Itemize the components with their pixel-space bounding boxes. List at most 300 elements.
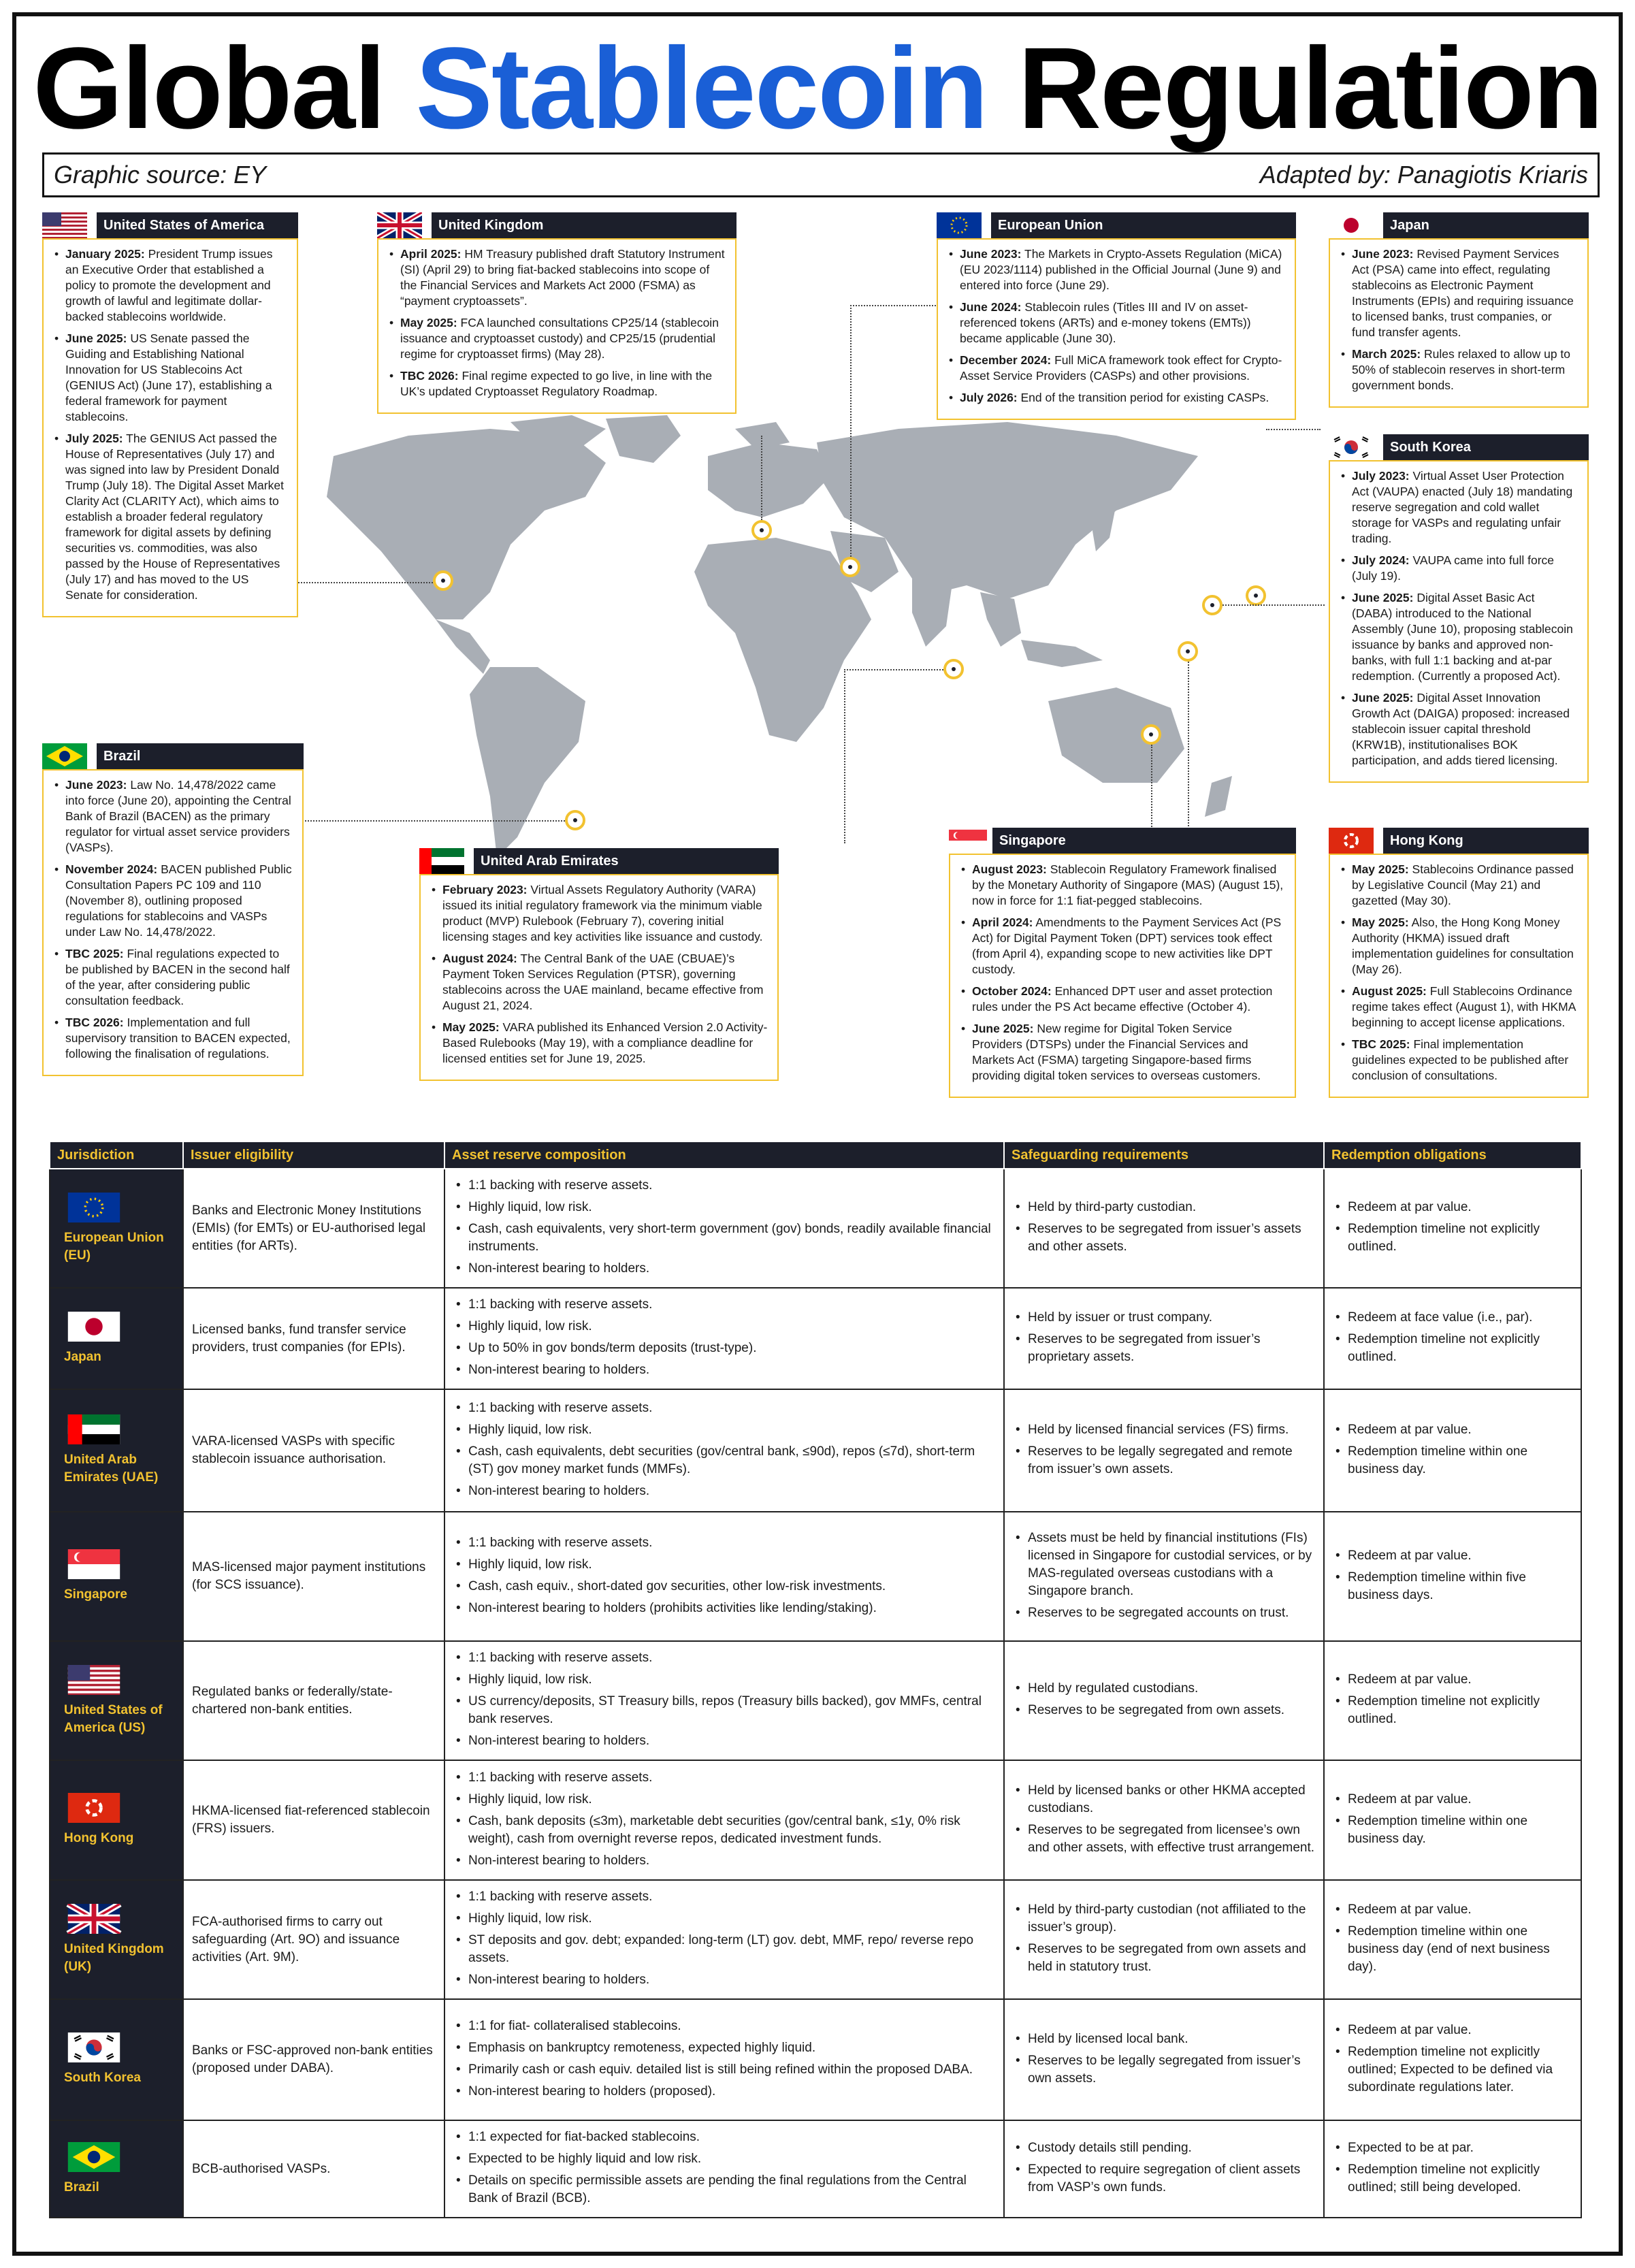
table-body <box>50 1169 1581 2218</box>
box-uk-header <box>432 212 736 238</box>
br-flag-icon <box>64 2142 124 2172</box>
timeline-text: Law No. 14,478/2022 came into force (June 20), appointing the Central Bank of Brazil (BACEN) as the primary regulator for virtual asset service providers (VASPs). <box>65 778 291 854</box>
bullet-item: • Non-interest bearing to holders. <box>453 1852 995 1870</box>
table-row <box>50 1641 1581 1760</box>
regulation-table <box>49 1141 1582 2218</box>
box-jp-body <box>1329 238 1589 408</box>
redemption-cell <box>1324 1512 1581 1641</box>
box-hk-body <box>1329 854 1589 1098</box>
brazil-flag-icon <box>42 743 87 769</box>
bullet-item: • Details on specific permissible assets are pending the final regulations from the Central Bank of Brazil (BCB). <box>453 2172 995 2207</box>
redemption-cell <box>1324 2120 1581 2218</box>
issuer-eligibility-cell: HKMA-licensed fiat-referenced stablecoin (FRS) issuers. <box>183 1760 444 1880</box>
leader-eu-h <box>850 305 936 306</box>
ae-timeline-item <box>430 951 768 1014</box>
col-redemption: Redemption obligations <box>1324 1141 1581 1169</box>
source-bar <box>42 152 1600 197</box>
timeline-text: BACEN published Public Consultation Papers PC 109 and 110 (November 8), outlining proposed regulations for stablecoins and VASPs under Law No. 14,478/2022. <box>65 862 292 939</box>
kr-flag-icon <box>64 2032 124 2062</box>
timeline-text: Virtual Assets Regulatory Authority (VARA) issued its initial regulatory framework via the minimum viable product (MVP) Rulebook (February 7), covering initial licensing stages and key activities like issuance and custody. <box>442 883 763 943</box>
timeline-text: HM Treasury published draft Statutory Instrument (SI) (April 29) to bring fiat-backed stablecoins into scope of the Financial Services and Markets Act 2000 (FSMA) as “payment cryptoassets”. <box>400 247 725 308</box>
br-timeline-item <box>53 862 293 940</box>
jurisdiction-name: Brazil <box>64 2180 99 2194</box>
timeline-text: President Trump issues an Executive Order that established a policy to promote the development and growth of lawful and legitimate dollar-backed stablecoins worldwide. <box>65 247 273 323</box>
br-timeline-item <box>53 1015 293 1062</box>
jurisdiction-name: South Korea <box>64 2071 141 2085</box>
safeguarding-cell <box>1004 1999 1324 2120</box>
bullet-item: • Redemption timeline within one business day. <box>1333 1443 1572 1478</box>
asset-reserve-cell <box>444 1389 1004 1512</box>
jp-timeline-item <box>1340 346 1578 393</box>
bullet-item: • Cash, cash equiv., short-dated gov securities, other low-risk investments. <box>453 1578 995 1595</box>
box-sg <box>949 828 1296 1098</box>
timeline-text: Amendments to the Payment Services Act (PS Act) for Digital Payment Token (DPT) services took effect (from April 4), expanding scope to new activities like DPT custody. <box>972 916 1282 976</box>
bullet-item: • Redemption timeline within one business day (end of next business day). <box>1333 1923 1572 1976</box>
timeline-text: New regime for Digital Token Service Providers (DTSPs) under the Financial Services and Markets Act (FSMA) targeting Singapore-based firms providing digital token services to overseas customers. <box>972 1022 1261 1082</box>
issuer-eligibility-cell: Licensed banks, fund transfer service providers, trust companies (for EPIs). <box>183 1288 444 1389</box>
timeline-date: TBC 2025: <box>65 947 124 960</box>
timeline-date: August 2024: <box>442 952 517 965</box>
redemption-cell <box>1324 1760 1581 1880</box>
leader-hk <box>1188 662 1189 832</box>
bullet-item: • Cash, bank deposits (≤3m), marketable debt securities (gov/central bank, ≤1y, 0% risk weight), cash from overnight reverse repos, dedicated investment funds. <box>453 1813 995 1848</box>
table-row <box>50 1760 1581 1880</box>
pin-jp[interactable] <box>1246 585 1266 606</box>
bullet-item: • ST deposits and gov. debt; expanded: long-term (LT) gov. debt, MMF, repo/ reverse repo assets. <box>453 1932 995 1967</box>
timeline-date: June 2025: <box>972 1022 1034 1035</box>
bullet-item: • Expected to be highly liquid and low risk. <box>453 2150 995 2168</box>
adapted-by: Adapted by: Panagiotis Kriaris <box>1259 161 1588 189</box>
bullet-item: • US currency/deposits, ST Treasury bills, repos (Treasury bills backed), gov MMFs, central bank reserves. <box>453 1693 995 1728</box>
bullet-item: • 1:1 backing with reserve assets. <box>453 1177 995 1195</box>
timeline-text: FCA launched consultations CP25/14 (stablecoin issuance and cryptoasset custody) and CP25/15 (prudential regime for cryptoasset firms) (May 28). <box>400 316 719 361</box>
br-timeline-item <box>53 946 293 1009</box>
eu-flag-icon <box>937 212 982 238</box>
uk-flag-icon <box>64 1904 124 1934</box>
col-jurisdiction: Jurisdiction <box>50 1141 183 1169</box>
bullet-item: • Highly liquid, low risk. <box>453 1791 995 1809</box>
redemption-cell <box>1324 1288 1581 1389</box>
us-flag-icon <box>64 1665 124 1695</box>
box-sg-title: Singapore <box>999 833 1066 848</box>
singapore-flag-icon <box>949 828 987 854</box>
asset-reserve-cell <box>444 1512 1004 1641</box>
uk-flag-icon <box>377 212 422 238</box>
box-ae <box>419 848 779 1081</box>
bullet-item: • Non-interest bearing to holders. <box>453 1732 995 1750</box>
jp-timeline-item <box>1340 246 1578 340</box>
asset-reserve-cell <box>444 1760 1004 1880</box>
bullet-item: • Non-interest bearing to holders. <box>453 1361 995 1379</box>
table-row <box>50 1169 1581 1288</box>
jp-flag-icon <box>64 1312 124 1342</box>
bullet-item: • 1:1 for fiat- collateralised stablecoins. <box>453 2018 995 2035</box>
bullet-item: • 1:1 backing with reserve assets. <box>453 1534 995 1552</box>
timeline-date: July 2024: <box>1352 553 1410 567</box>
timeline-text: Enhanced DPT user and asset protection rules under the PS Act became effective (October 4). <box>972 984 1273 1014</box>
box-br-title: Brazil <box>103 749 141 764</box>
jurisdiction-cell <box>50 1880 183 1999</box>
bullet-item: • Highly liquid, low risk. <box>453 1421 995 1439</box>
hk-timeline-item <box>1340 862 1578 909</box>
pin-br[interactable] <box>565 810 585 830</box>
bullet-item: • Held by regulated custodians. <box>1013 1680 1315 1698</box>
jurisdiction-cell <box>50 1389 183 1512</box>
leader-ae-h <box>844 669 943 670</box>
timeline-text: Full Stablecoins Ordinance regime takes effect (August 1), with HKMA beginning to accept license applications. <box>1352 984 1576 1029</box>
jurisdiction-cell <box>50 1999 183 2120</box>
eu-timeline-item <box>948 299 1285 346</box>
issuer-eligibility-cell: Regulated banks or federally/state-chartered non-bank entities. <box>183 1641 444 1760</box>
bullet-item: • Non-interest bearing to holders. <box>453 1971 995 1989</box>
title-word-1: Global <box>33 24 385 153</box>
leader-kr <box>1223 604 1325 606</box>
bullet-item: • Cash, cash equivalents, very short-term government (gov) bonds, readily available financial instruments. <box>453 1220 995 1256</box>
bullet-item: • Non-interest bearing to holders (prohibits activities like lending/staking). <box>453 1600 995 1617</box>
hk-timeline-item <box>1340 984 1578 1031</box>
box-kr-body <box>1329 460 1589 783</box>
redemption-cell <box>1324 1999 1581 2120</box>
kr-timeline-item <box>1340 553 1578 584</box>
bullet-item: • Held by third-party custodian (not affiliated to the issuer’s group). <box>1013 1901 1315 1937</box>
br-timeline-item <box>53 777 293 856</box>
kr-timeline-item <box>1340 468 1578 547</box>
timeline-date: August 2023: <box>972 862 1047 876</box>
table-row <box>50 1880 1581 1999</box>
eu-flag-icon <box>64 1193 124 1222</box>
box-eu-header <box>991 212 1296 238</box>
timeline-date: June 2025: <box>1352 691 1414 704</box>
japan-flag-icon <box>1329 212 1374 238</box>
jurisdiction-cell <box>50 1288 183 1389</box>
table-row <box>50 1999 1581 2120</box>
timeline-date: April 2024: <box>972 916 1033 929</box>
box-uk-body <box>377 238 736 414</box>
bullet-item: • Reserves to be segregated from own assets and held in statutory trust. <box>1013 1941 1315 1976</box>
ae-flag-icon <box>64 1414 124 1444</box>
bullet-item: • Highly liquid, low risk. <box>453 1910 995 1928</box>
timeline-text: Also, the Hong Kong Money Authority (HKMA) issued draft implementation guidelines for consultation (May 26). <box>1352 916 1574 976</box>
uk-timeline-item <box>388 368 726 400</box>
bullet-item: • 1:1 backing with reserve assets. <box>453 1399 995 1417</box>
timeline-date: May 2025: <box>1352 916 1409 929</box>
bullet-item: • Reserves to be segregated from issuer’s proprietary assets. <box>1013 1331 1315 1366</box>
bullet-item: • Redemption timeline not explicitly outlined. <box>1333 1693 1572 1728</box>
pin-ae[interactable] <box>943 659 964 679</box>
pin-us[interactable] <box>433 570 453 591</box>
bullet-item: • Redemption timeline not explicitly outlined. <box>1333 1331 1572 1366</box>
kr-timeline-item <box>1340 590 1578 684</box>
box-kr-header <box>1383 434 1589 460</box>
bullet-item: • Up to 50% in gov bonds/term deposits (trust-type). <box>453 1340 995 1357</box>
safeguarding-cell <box>1004 1288 1324 1389</box>
box-hk-title: Hong Kong <box>1390 833 1463 848</box>
bullet-item: • 1:1 expected for fiat-backed stablecoins. <box>453 2128 995 2146</box>
jurisdiction-name: Hong Kong <box>64 1831 134 1845</box>
bullet-item: • Held by issuer or trust company. <box>1013 1309 1315 1327</box>
ae-timeline-item <box>430 1020 768 1067</box>
jurisdiction-cell <box>50 1169 183 1288</box>
jurisdiction-name: United Kingdom (UK) <box>64 1941 164 1974</box>
bullet-item: • Redemption timeline not explicitly outlined; still being developed. <box>1333 2161 1572 2197</box>
timeline-text: Stablecoin rules (Titles III and IV on asset-referenced tokens (ARTs) and e-money tokens (EMTs)) became applicable (June 30). <box>960 300 1251 345</box>
sg-timeline-item <box>960 862 1285 909</box>
timeline-date: October 2024: <box>972 984 1052 998</box>
jurisdiction-cell <box>50 1760 183 1880</box>
bullet-item: • Redeem at par value. <box>1333 1671 1572 1689</box>
col-safeguard: Safeguarding requirements <box>1004 1141 1324 1169</box>
timeline-text: Full MiCA framework took effect for Crypto-Asset Service Providers (CASPs) and other provisions. <box>960 353 1282 383</box>
pin-eu[interactable] <box>840 557 860 577</box>
us-timeline-item <box>53 431 287 603</box>
box-eu-title: European Union <box>998 218 1103 233</box>
timeline-date: June 2025: <box>65 331 127 345</box>
box-uk-title: United Kingdom <box>438 218 544 233</box>
box-br-body <box>42 769 304 1076</box>
bullet-item: • Redemption timeline within one business day. <box>1333 1813 1572 1848</box>
timeline-text: Rules relaxed to allow up to 50% of stablecoin reserves in short-term government bonds. <box>1352 347 1571 392</box>
timeline-text: Revised Payment Services Act (PSA) came into effect, regulating stablecoins as Electronic Payment Instruments (EPIs) and requiring issuance to licensed banks, trust companies, or fund transfer agents. <box>1352 247 1574 339</box>
table-row <box>50 1288 1581 1389</box>
timeline-date: March 2025: <box>1352 347 1421 361</box>
eu-timeline-item <box>948 390 1285 406</box>
jurisdiction-name: United States of America (US) <box>64 1702 163 1735</box>
timeline-text: VARA published its Enhanced Version 2.0 Activity-Based Rulebooks (May 19), with a compliance deadline for licensed entities set for June 19, 2025. <box>442 1020 768 1065</box>
timeline-text: Final implementation guidelines expected to be published after conclusion of consultations. <box>1352 1037 1569 1082</box>
box-ae-body <box>419 874 779 1081</box>
box-jp-header <box>1383 212 1589 238</box>
pin-sg[interactable] <box>1141 724 1161 745</box>
jurisdiction-cell <box>50 1641 183 1760</box>
sg-timeline-item <box>960 984 1285 1015</box>
timeline-date: May 2025: <box>442 1020 500 1034</box>
box-us-title: United States of America <box>103 218 264 233</box>
timeline-text: The Central Bank of the UAE (CBUAE)’s Payment Token Services Regulation (PTSR), governing stablecoins across the UAE mainland, became effective from August 21, 2024. <box>442 952 764 1012</box>
bullet-item: • Expected to require segregation of client assets from VASP’s own funds. <box>1013 2161 1315 2197</box>
bullet-item: • Highly liquid, low risk. <box>453 1556 995 1574</box>
bullet-item: • Expected to be at par. <box>1333 2139 1572 2157</box>
box-kr <box>1329 434 1589 783</box>
timeline-text: Final regulations expected to be published by BACEN in the second half of the year, after considering public consultation feedback. <box>65 947 290 1007</box>
timeline-text: Digital Asset Innovation Growth Act (DAIGA) proposed: increased stablecoin issuer capital threshold (KRW1B), institutionalises BOK participation, and adds tiered licensing. <box>1352 691 1570 767</box>
korea-flag-icon <box>1329 434 1374 460</box>
timeline-text: VAUPA came into full force (July 19). <box>1352 553 1554 583</box>
eu-timeline-item <box>948 353 1285 384</box>
redemption-cell <box>1324 1169 1581 1288</box>
safeguarding-cell <box>1004 1389 1324 1512</box>
timeline-text: Stablecoins Ordinance passed by Legislative Council (May 21) and gazetted (May 30). <box>1352 862 1574 907</box>
timeline-date: June 2023: <box>1352 247 1414 261</box>
safeguarding-cell <box>1004 1880 1324 1999</box>
redemption-cell <box>1324 1641 1581 1760</box>
bullet-item: • Highly liquid, low risk. <box>453 1199 995 1216</box>
timeline-text: Digital Asset Basic Act (DABA) introduced to the National Assembly (June 10), proposing stablecoin issuance by banks and approved non-banks, with full 1:1 backing and at-par redemption. (Currently a proposed Act). <box>1352 591 1573 683</box>
bullet-item: • Redemption timeline not explicitly outlined. <box>1333 1220 1572 1256</box>
timeline-text: Stablecoin Regulatory Framework finalised by the Monetary Authority of Singapore (MAS) (August 15), now in force for 1:1 fiat-pegged stablecoins. <box>972 862 1284 907</box>
us-timeline-item <box>53 246 287 325</box>
safeguarding-cell <box>1004 1760 1324 1880</box>
timeline-date: June 2023: <box>65 778 127 792</box>
hk-timeline-item <box>1340 1037 1578 1084</box>
timeline-text: Final regime expected to go live, in line with the UK’s updated Cryptoasset Regulatory Roadmap. <box>400 369 713 398</box>
timeline-date: February 2023: <box>442 883 528 896</box>
bullet-item: • Redeem at par value. <box>1333 1901 1572 1919</box>
timeline-date: TBC 2026: <box>65 1016 124 1029</box>
us-timeline-item <box>53 331 287 425</box>
timeline-text: Implementation and full supervisory transition to BACEN expected, following the finalisation of regulations. <box>65 1016 291 1060</box>
timeline-text: The Markets in Crypto-Assets Regulation (MiCA) (EU 2023/1114) published in the Official Journal (June 9) and entered into force (June 29). <box>960 247 1282 292</box>
timeline-text: The GENIUS Act passed the House of Representatives (July 17) and was signed into law by President Donald Trump (July 18). The Digital Asset Market Clarity Act (CLARITY Act), which aims to establish a broader federal regulatory framework for digital assets by defining securities vs. commodities, was also passed by the House of Representatives (July 17) and has moved to the US Senate for consideration. <box>65 432 284 602</box>
sg-flag-icon <box>64 1549 124 1579</box>
box-sg-header <box>992 828 1296 854</box>
timeline-date: TBC 2025: <box>1352 1037 1410 1051</box>
safeguarding-cell <box>1004 2120 1324 2218</box>
issuer-eligibility-cell: Banks or FSC-approved non-bank entities (proposed under DABA). <box>183 1999 444 2120</box>
uk-timeline-item <box>388 315 726 362</box>
issuer-eligibility-cell: VARA-licensed VASPs with specific stablecoin issuance authorisation. <box>183 1389 444 1512</box>
bullet-item: • Held by third-party custodian. <box>1013 1199 1315 1216</box>
bullet-item: • Held by licensed local bank. <box>1013 2030 1315 2048</box>
safeguarding-cell <box>1004 1512 1324 1641</box>
bullet-item: • Held by licensed financial services (FS) firms. <box>1013 1421 1315 1439</box>
sg-timeline-item <box>960 1021 1285 1084</box>
box-br-header <box>97 743 304 769</box>
safeguarding-cell <box>1004 1641 1324 1760</box>
timeline-date: November 2024: <box>65 862 158 876</box>
ae-timeline-item <box>430 882 768 945</box>
box-hk <box>1329 828 1589 1098</box>
timeline-date: July 2023: <box>1352 469 1410 483</box>
bullet-item: • Redemption timeline within five business days. <box>1333 1569 1572 1604</box>
box-ae-header <box>474 848 779 874</box>
box-br <box>42 743 304 1076</box>
bullet-item: • Redeem at par value. <box>1333 1791 1572 1809</box>
table-row <box>50 2120 1581 2218</box>
box-eu <box>937 212 1296 420</box>
asset-reserve-cell <box>444 1880 1004 1999</box>
us-flag-icon <box>42 212 87 238</box>
box-sg-body <box>949 854 1296 1098</box>
bullet-item: • Cash, cash equivalents, debt securities (gov/central bank, ≤90d), repos (≤7d), short-term (ST) gov money market funds (MMFs). <box>453 1443 995 1478</box>
sg-timeline-item <box>960 915 1285 977</box>
timeline-text: End of the transition period for existing CASPs. <box>1017 391 1269 404</box>
jurisdiction-name: European Union (EU) <box>64 1230 164 1263</box>
uk-timeline-item <box>388 246 726 309</box>
timeline-date: April 2025: <box>400 247 462 261</box>
bullet-item: • 1:1 backing with reserve assets. <box>453 1769 995 1787</box>
timeline-text: US Senate passed the Guiding and Establishing National Innovation for US Stablecoins Act (GENIUS Act) (June 17), establishing a federal framework for payment stablecoins. <box>65 331 272 423</box>
jurisdiction-cell <box>50 1512 183 1641</box>
bullet-item: • Non-interest bearing to holders. <box>453 1483 995 1500</box>
leader-us <box>298 582 433 583</box>
leader-jp <box>1266 429 1321 430</box>
bullet-item: • Held by licensed banks or other HKMA accepted custodians. <box>1013 1782 1315 1817</box>
safeguarding-cell <box>1004 1169 1324 1288</box>
bullet-item: • Reserves to be legally segregated from issuer’s own assets. <box>1013 2052 1315 2088</box>
pin-kr[interactable] <box>1202 595 1223 615</box>
bullet-item: • Emphasis on bankruptcy remoteness, expected highly liquid. <box>453 2039 995 2057</box>
table-row <box>50 1389 1581 1512</box>
title-word-2: Stablecoin <box>415 24 988 153</box>
bullet-item: • Redemption timeline not explicitly outlined; Expected to be defined via subordinate regulations later. <box>1333 2043 1572 2096</box>
pin-hk[interactable] <box>1178 641 1198 662</box>
asset-reserve-cell <box>444 2120 1004 2218</box>
hk-timeline-item <box>1340 915 1578 977</box>
jurisdiction-cell <box>50 2120 183 2218</box>
hk-flag-icon <box>64 1793 124 1823</box>
timeline-text: Virtual Asset User Protection Act (VAUPA) enacted (July 18) mandating reserve segregation and cold wallet storage for VASPs and regulating unfair trading. <box>1352 469 1573 545</box>
col-issuer: Issuer eligibility <box>183 1141 444 1169</box>
issuer-eligibility-cell: FCA-authorised firms to carry out safeguarding (Art. 9O) and issuance activities (Art. 9M). <box>183 1880 444 1999</box>
kr-timeline-item <box>1340 690 1578 768</box>
bullet-item: • 1:1 backing with reserve assets. <box>453 1888 995 1906</box>
redemption-cell <box>1324 1880 1581 1999</box>
bullet-item: • Redeem at par value. <box>1333 1547 1572 1565</box>
page-title <box>16 20 1619 157</box>
bullet-item: • Redeem at par value. <box>1333 1421 1572 1439</box>
bullet-item: • Redeem at par value. <box>1333 1199 1572 1216</box>
box-us-header <box>97 212 298 238</box>
timeline-date: July 2026: <box>960 391 1018 404</box>
bullet-item: • 1:1 backing with reserve assets. <box>453 1296 995 1314</box>
issuer-eligibility-cell: MAS-licensed major payment institutions (for SCS issuance). <box>183 1512 444 1641</box>
bullet-item: • Reserves to be segregated from licensee’s own and other assets, with effective trust arrangement. <box>1013 1821 1315 1857</box>
timeline-date: August 2025: <box>1352 984 1427 998</box>
asset-reserve-cell <box>444 1999 1004 2120</box>
graphic-source: Graphic source: EY <box>54 161 267 189</box>
jurisdiction-name: United Arab Emirates (UAE) <box>64 1453 159 1485</box>
timeline-date: December 2024: <box>960 353 1052 367</box>
box-us <box>42 212 298 617</box>
bullet-item: • Non-interest bearing to holders. <box>453 1260 995 1278</box>
jurisdiction-name: Japan <box>64 1349 101 1364</box>
timeline-date: July 2025: <box>65 432 123 445</box>
bullet-item: • Reserves to be segregated from issuer’s assets and other assets. <box>1013 1220 1315 1256</box>
leader-sg <box>1151 745 1152 832</box>
timeline-date: TBC 2026: <box>400 369 459 383</box>
redemption-cell <box>1324 1389 1581 1512</box>
bullet-item: • Non-interest bearing to holders (proposed). <box>453 2083 995 2101</box>
table-header-row <box>50 1141 1581 1169</box>
col-assets: Asset reserve composition <box>444 1141 1004 1169</box>
bullet-item: • Custody details still pending. <box>1013 2139 1315 2157</box>
issuer-eligibility-cell: BCB-authorised VASPs. <box>183 2120 444 2218</box>
leader-ae-v <box>844 669 845 843</box>
box-eu-body <box>937 238 1296 420</box>
eu-timeline-item <box>948 246 1285 293</box>
jurisdiction-name: Singapore <box>64 1587 127 1602</box>
box-ae-title: United Arab Emirates <box>481 854 619 869</box>
asset-reserve-cell <box>444 1641 1004 1760</box>
box-kr-title: South Korea <box>1390 440 1471 455</box>
timeline-date: January 2025: <box>65 247 145 261</box>
box-hk-header <box>1383 828 1589 854</box>
bullet-item: • Highly liquid, low risk. <box>453 1671 995 1689</box>
box-uk <box>377 212 736 414</box>
title-word-3: Regulation <box>1018 24 1602 153</box>
timeline-date: June 2024: <box>960 300 1022 314</box>
timeline-date: June 2023: <box>960 247 1022 261</box>
hong-kong-flag-icon <box>1329 828 1374 854</box>
box-jp <box>1329 212 1589 408</box>
asset-reserve-cell <box>444 1169 1004 1288</box>
box-jp-title: Japan <box>1390 218 1429 233</box>
timeline-date: May 2025: <box>400 316 457 329</box>
asset-reserve-cell <box>444 1288 1004 1389</box>
bullet-item: • Reserves to be segregated from own assets. <box>1013 1702 1315 1719</box>
table-row <box>50 1512 1581 1641</box>
pin-uk[interactable] <box>751 520 772 540</box>
